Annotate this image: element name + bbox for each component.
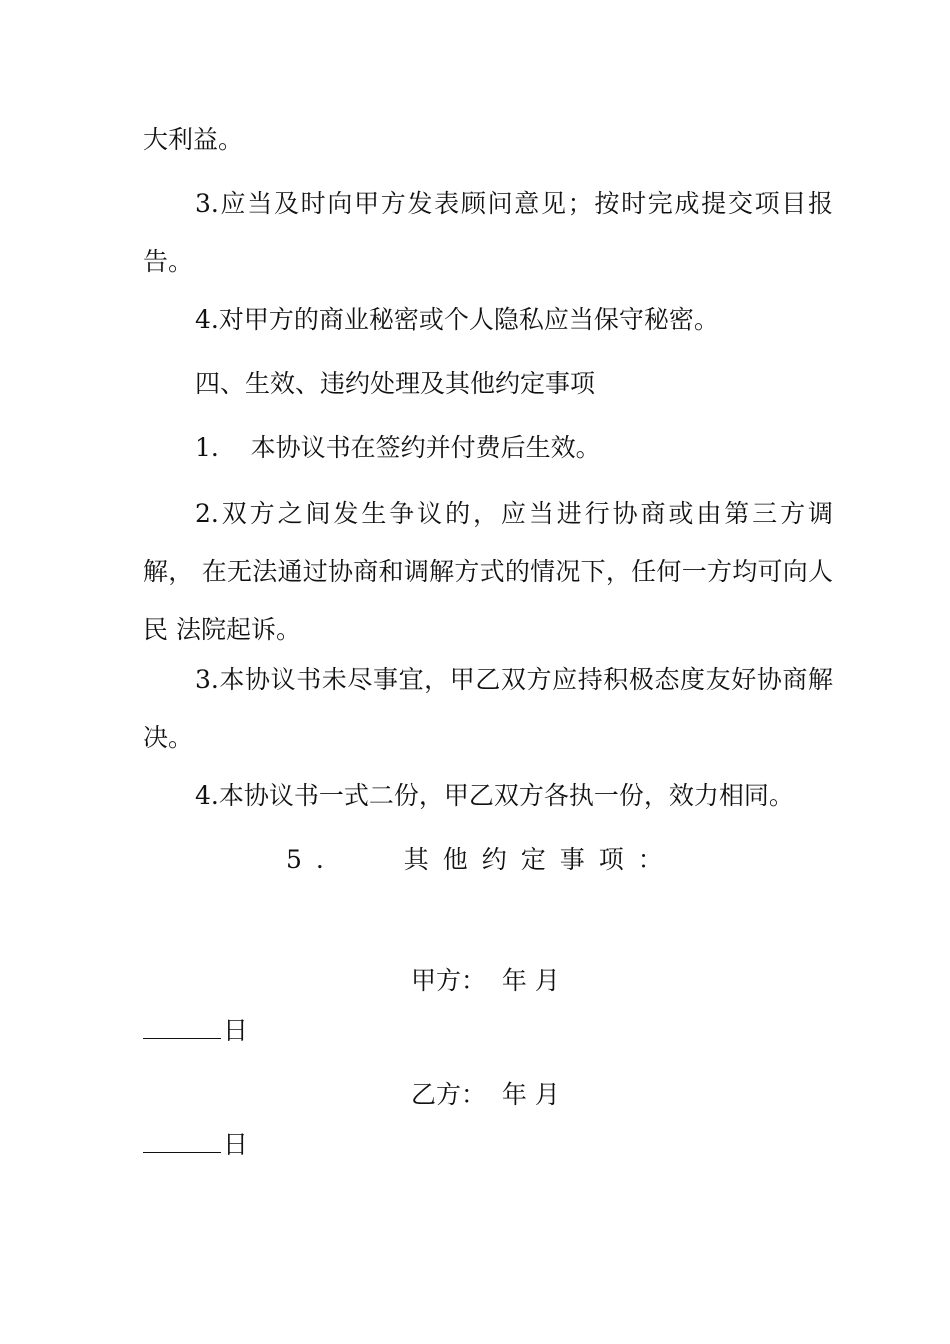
party-b-signature-line: 乙方： 年 月	[411, 1080, 560, 1109]
paragraph-clause-4-confidentiality: 4.对甲方的商业秘密或个人隐私应当保守秘密。	[195, 305, 719, 334]
paragraph-clause-1-effective: 1. 本协议书在签约并付费后生效。	[195, 433, 601, 462]
day-label: 日	[223, 1016, 249, 1045]
party-a-signature-line: 甲方： 年 月	[411, 966, 560, 995]
paragraph-clause-2-dispute: 2.双方之间发生争议的，应当进行协商或由第三方调解， 在无法通过协商和调解方式的情况下，任何一方均可向人民 法院起诉。	[143, 499, 833, 644]
date-blank	[143, 1016, 221, 1039]
party-a-date-line	[143, 1011, 248, 1051]
date-blank	[143, 1130, 221, 1153]
party-b-date-line	[143, 1125, 248, 1165]
section-heading-4: 四、生效、违约处理及其他约定事项	[195, 369, 596, 398]
paragraph-continuation: 大利益。	[143, 125, 244, 154]
paragraph-clause-3-obligation: 3.应当及时向甲方发表顾问意见；按时完成提交项目报告。	[143, 189, 833, 276]
day-label: 日	[223, 1130, 249, 1159]
paragraph-clause-5-other-terms: 5. 其他约定事项：	[286, 845, 677, 874]
paragraph-clause-3-other-matters: 3.本协议书未尽事宜，甲乙双方应持积极态度友好协商解决。	[143, 665, 833, 752]
paragraph-clause-4-copies: 4.本协议书一式二份，甲乙双方各执一份，效力相同。	[195, 781, 794, 810]
